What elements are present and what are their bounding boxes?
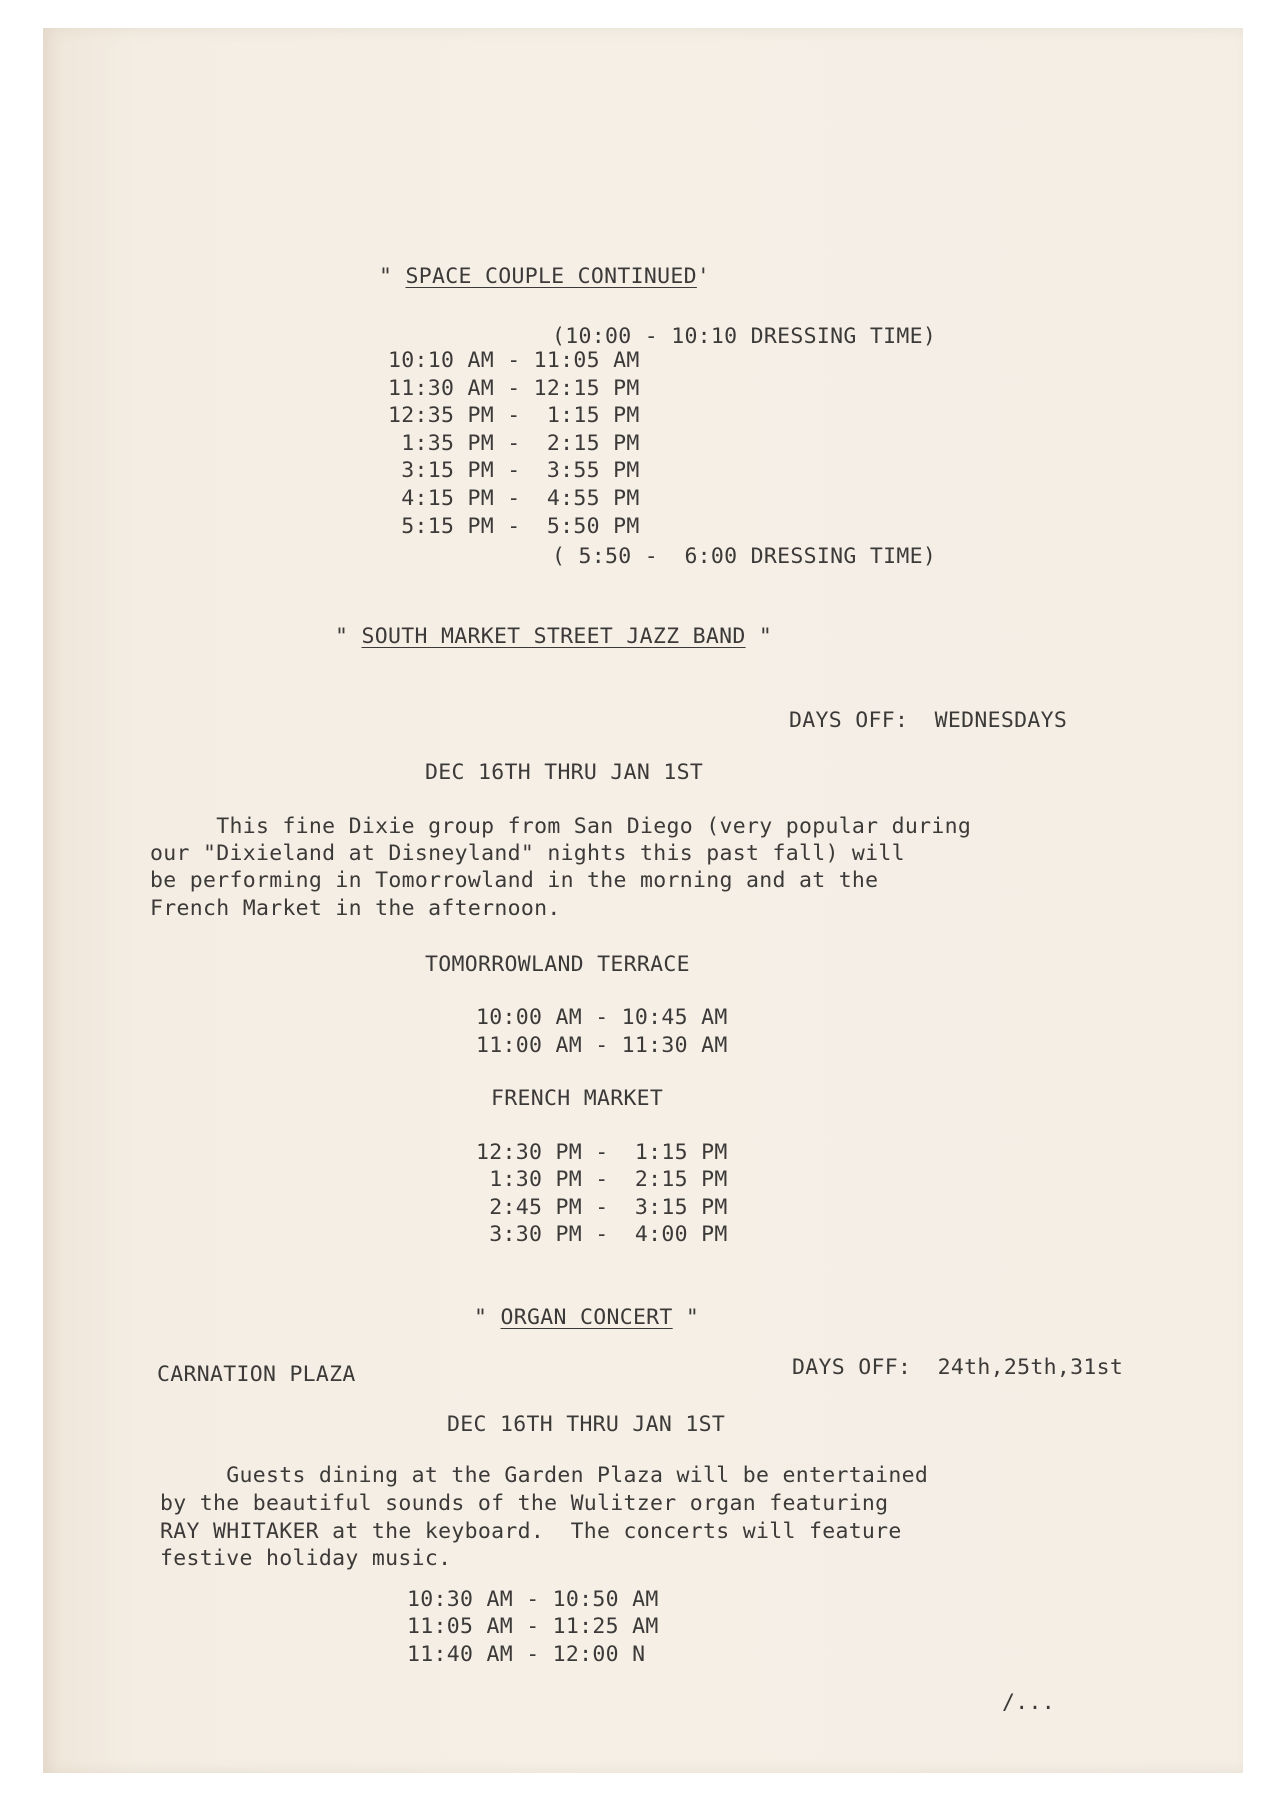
organ-description	[160, 1462, 928, 1573]
jazz-band-days-off: DAYS OFF: WEDNESDAYS	[789, 708, 1068, 733]
organ-location: CARNATION PLAZA	[157, 1362, 356, 1387]
schedule-row: 10:30 AM - 10:50 AM	[407, 1587, 659, 1612]
organ-times	[407, 1586, 659, 1668]
space-couple-heading: " SPACE COUPLE CONTINUED'	[379, 264, 711, 289]
organ-days-off: DAYS OFF: 24th,25th,31st	[792, 1355, 1124, 1380]
paragraph-line: by the beautiful sounds of the Wulitzer organ featuring	[160, 1490, 889, 1516]
jazz-band-description	[150, 813, 971, 922]
schedule-row: 3:30 PM - 4:00 PM	[476, 1221, 728, 1247]
jazz-band-title: SOUTH MARKET STREET JAZZ BAND	[361, 624, 746, 649]
venue-tomorrowland-terrace: TOMORROWLAND TERRACE	[425, 952, 690, 977]
space-couple-dressing-end: ( 5:50 - 6:00 DRESSING TIME)	[552, 544, 937, 569]
schedule-row: 1:30 PM - 2:15 PM	[476, 1167, 728, 1193]
paragraph-line: our "Dixieland at Disneyland" nights this past fall) will	[150, 841, 905, 867]
schedule-row: 11:30 AM - 12:15 PM	[388, 375, 640, 401]
schedule-row: 3:15 PM - 3:55 PM	[388, 458, 640, 484]
tomorrowland-times	[476, 1004, 728, 1059]
paragraph-line: French Market in the afternoon.	[150, 895, 561, 921]
paragraph-line: festive holiday music.	[160, 1546, 452, 1572]
schedule-row: 10:00 AM - 10:45 AM	[476, 1005, 728, 1030]
space-couple-times	[388, 347, 640, 540]
schedule-row: 2:45 PM - 3:15 PM	[476, 1194, 728, 1220]
schedule-row: 12:30 PM - 1:15 PM	[476, 1140, 728, 1165]
organ-dates: DEC 16TH THRU JAN 1ST	[447, 1412, 726, 1437]
schedule-row: 11:40 AM - 12:00 N	[407, 1641, 646, 1667]
paragraph-line: be performing in Tomorrowland in the morning and at the	[150, 868, 879, 894]
organ-title: ORGAN CONCERT	[500, 1305, 673, 1330]
paragraph-line: Guests dining at the Garden Plaza will be entertained	[160, 1463, 929, 1488]
space-couple-title: SPACE COUPLE CONTINUED	[405, 264, 697, 289]
schedule-row: 5:15 PM - 5:50 PM	[388, 513, 640, 539]
schedule-row: 11:05 AM - 11:25 AM	[407, 1614, 659, 1640]
schedule-row: 11:00 AM - 11:30 AM	[476, 1032, 728, 1058]
continuation-mark: /...	[1002, 1690, 1055, 1715]
organ-heading: " ORGAN CONCERT "	[474, 1305, 700, 1330]
schedule-row: 12:35 PM - 1:15 PM	[388, 403, 640, 429]
schedule-row: 10:10 AM - 11:05 AM	[388, 348, 640, 373]
space-couple-dressing-start: (10:00 - 10:10 DRESSING TIME)	[552, 324, 937, 349]
venue-french-market: FRENCH MARKET	[491, 1086, 664, 1111]
schedule-row: 1:35 PM - 2:15 PM	[388, 430, 640, 456]
french-market-times	[476, 1139, 728, 1248]
schedule-row: 4:15 PM - 4:55 PM	[388, 485, 640, 511]
jazz-band-heading: " SOUTH MARKET STREET JAZZ BAND "	[335, 624, 773, 649]
paragraph-line: RAY WHITAKER at the keyboard. The concerts will feature	[160, 1518, 902, 1544]
jazz-band-dates: DEC 16TH THRU JAN 1ST	[425, 760, 704, 785]
paragraph-line: This fine Dixie group from San Diego (very popular during	[150, 814, 972, 839]
